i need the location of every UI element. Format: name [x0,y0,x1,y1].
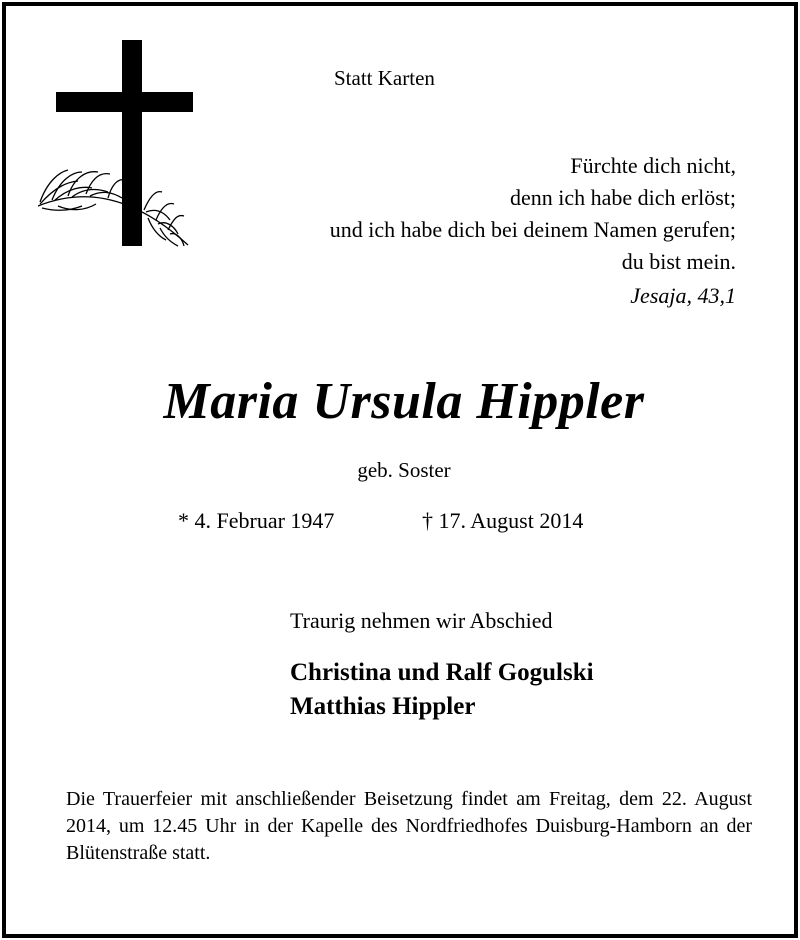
mourning-intro: Traurig nehmen wir Abschied [290,608,553,633]
deceased-name: Maria Ursula Hippler [163,373,645,430]
funeral-notice: Die Trauerfeier mit anschließender Beisetzung findet am Freitag, dem 22. August 2014, um 12.45 Uhr in der Kapelle des Nordfriedhofes Duisburg-Hamborn an der Blütenstraße statt. [66,788,752,864]
mourner-name: Christina und Ralf Gogulski [290,659,594,686]
death-date: † 17. August 2014 [422,508,584,533]
cross-icon [38,40,193,252]
verse-line: Fürchte dich nicht, [570,153,736,178]
verse-line: und ich habe dich bei deinem Namen gerufen; [329,217,736,242]
statt-karten-label: Statt Karten [334,66,435,90]
mourner-names [290,656,594,724]
obituary-border [2,2,798,938]
bible-verse [330,150,736,312]
palm-branch-icon [38,170,188,246]
verse-line: denn ich habe dich erlöst; [509,185,736,210]
birth-date: * 4. Februar 1947 [178,508,335,533]
verse-line: du bist mein. [621,249,736,274]
verse-reference: Jesaja, 43,1 [630,283,736,308]
mourner-name: Matthias Hippler [290,693,476,720]
birth-name: geb. Soster [357,458,451,482]
